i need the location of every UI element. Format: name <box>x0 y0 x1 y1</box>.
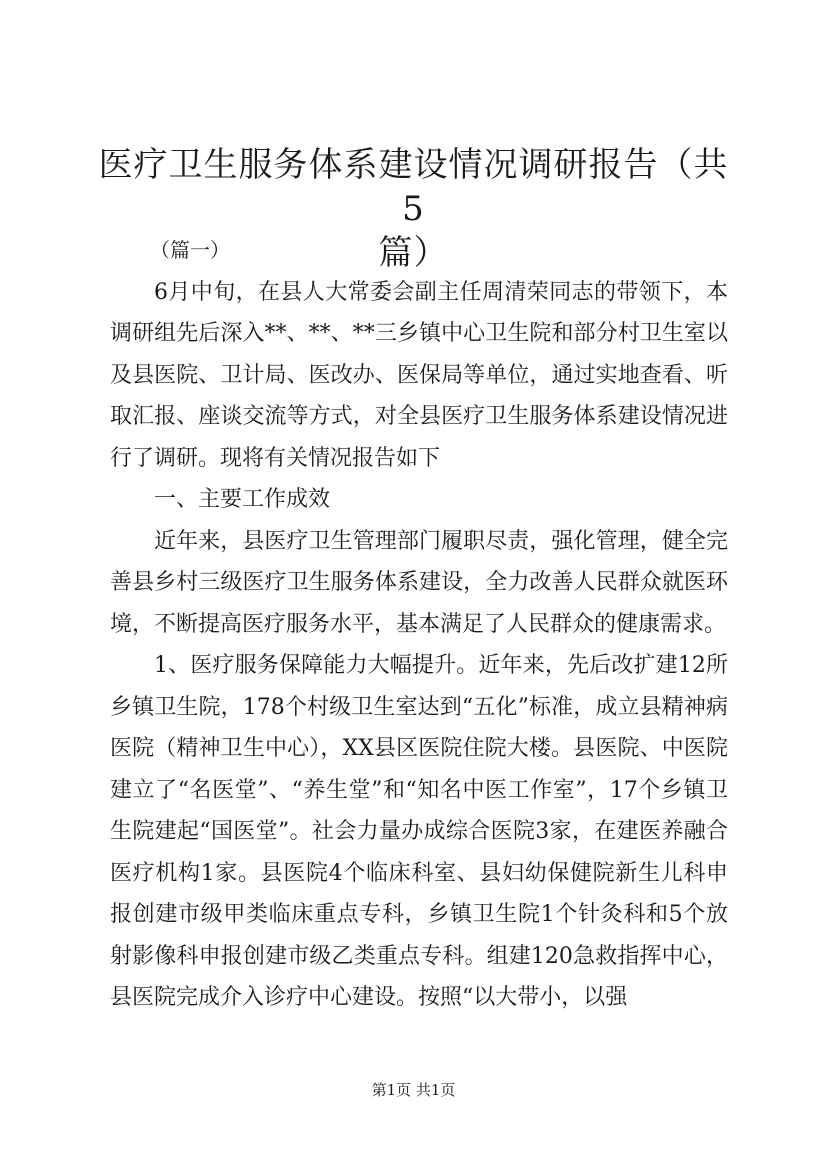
paragraph: 1、医疗服务保障能力大幅提升。近年来，先后改扩建12所乡镇卫生院，178个村级卫生室达到“五化”标准，成立县精神病医院（精神卫生中心），XX县区医院住院大楼。县医院、中医院建立了“名医堂”、“养生堂”和“知名中医工作室”，17个乡镇卫生院建起“国医堂”。社会力量办成综合医院3家，在建医养融合医疗机构1家。县医院4个临床科室、县妇幼保健院新生儿科申报创建市级甲类临床重点专科，乡镇卫生院1个针灸科和5个放射影像科申报创建市级乙类重点专科。组建120急救指挥中心，县医院完成介入诊疗中心建设。按照“以大带小，以强 <box>110 653 728 1010</box>
page-footer: 第1页 共1页 <box>371 1081 456 1099</box>
section-heading: 一、主要工作成效 <box>154 487 331 512</box>
title-line-1: 医疗卫生服务体系建设情况调研报告（共5 <box>98 145 729 229</box>
paragraph: 6月中旬，在县人大常委会副主任周清荣同志的带领下，本调研组先后深入**、**、**三乡镇中心卫生院和部分村卫生室以及县医院、卫计局、医改办、医保局等单位，通过实地查看、听取汇报、座谈交流等方式，对全县医疗卫生服务体系建设情况进行了调研。现将有关情况报告如下 <box>110 279 728 471</box>
title-line-2: 篇） <box>378 233 449 273</box>
paragraph: 近年来，县医疗卫生管理部门履职尽责，强化管理，健全完善县乡村三级医疗卫生服务体系建设，全力改善人民群众就医环境，不断提高医疗服务水平，基本满足了人民群众的健康需求。 <box>110 528 728 637</box>
document-body <box>110 230 728 1019</box>
chapter-label: （篇一） <box>150 238 230 262</box>
